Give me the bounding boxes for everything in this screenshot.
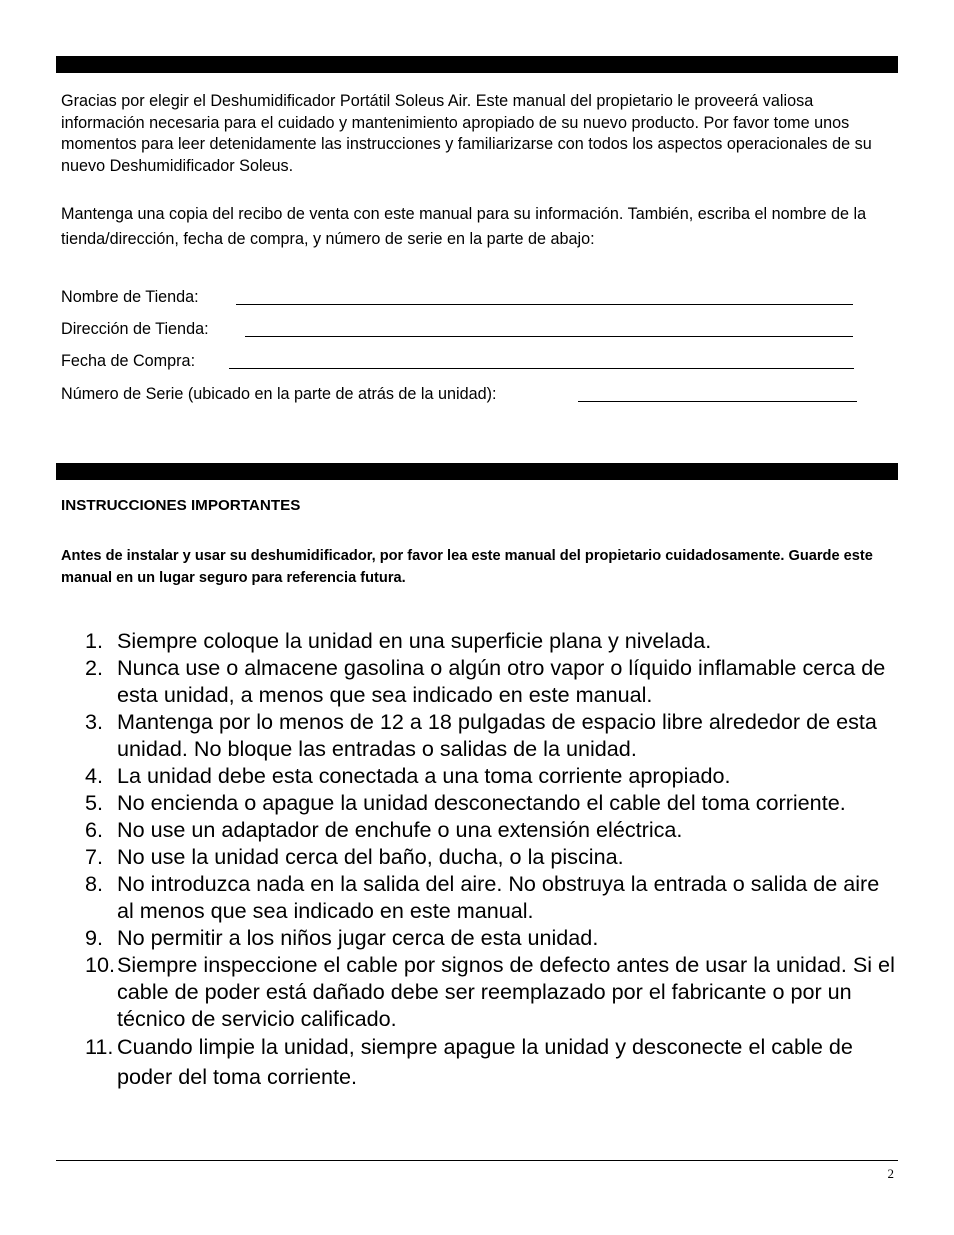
list-item [85, 816, 900, 843]
list-item-text: No permitir a los niños jugar cerca de esta unidad. [117, 925, 599, 950]
list-item [85, 789, 900, 816]
list-item-text: No use un adaptador de enchufe o una extensión eléctrica. [117, 817, 683, 842]
list-item-number: 7. [85, 844, 104, 869]
receipt-paragraph: Mantenga una copia del recibo de venta con este manual para su información. También, escriba el nombre de la tienda/dirección, fecha de compra, y número de serie en la parte de abajo: [61, 205, 867, 248]
list-item-text: Siempre coloque la unidad en una superficie plana y nivelada. [117, 628, 712, 653]
footer-divider [56, 1160, 898, 1161]
list-item [85, 843, 900, 870]
list-item-number: 9. [85, 925, 104, 950]
list-item-number: 8. [85, 871, 104, 896]
list-item [85, 762, 900, 789]
purchase-date-label: Fecha de Compra: [61, 352, 196, 370]
store-address-blank-line [245, 336, 853, 337]
list-item [85, 1032, 900, 1092]
list-item [85, 708, 900, 762]
list-item-text: Cuando limpie la unidad, siempre apague la unidad y desconecte el cable de poder del toma corriente. [117, 1034, 853, 1089]
store-name-blank-line [236, 304, 853, 305]
list-item [85, 951, 900, 1032]
list-item-number: 10. [85, 952, 116, 977]
important-notice: Antes de instalar y usar su deshumidificador, por favor lea este manual del propietario cuidadosamente. Guarde este manual en un lugar seguro para referencia futura. [61, 548, 873, 586]
section-header-bar [56, 463, 898, 480]
list-item-text: No use la unidad cerca del baño, ducha, o la piscina. [117, 844, 624, 869]
purchase-date-blank-line [229, 368, 854, 369]
list-item-text: La unidad debe esta conectada a una toma corriente apropiado. [117, 763, 731, 788]
list-item-number: 5. [85, 790, 104, 815]
instructions-list [85, 627, 900, 1092]
list-item-number: 3. [85, 709, 104, 734]
store-address-field [61, 319, 209, 339]
page-number: 2 [887, 1166, 894, 1181]
important-instructions-title: INSTRUCCIONES IMPORTANTES [61, 497, 301, 514]
section-header-bar [56, 56, 898, 73]
list-item-number: 11. [85, 1034, 114, 1059]
serial-number-field [61, 384, 497, 404]
list-item-text: No introduzca nada en la salida del aire. No obstruya la entrada o salida de aire al menos que sea indicado en este manual. [117, 871, 880, 923]
list-item [85, 654, 900, 708]
intro-paragraph: Gracias por elegir el Deshumidificador Portátil Soleus Air. Este manual del propietario le proveerá valiosa información necesaria para el cuidado y mantenimiento apropiado de su nuevo producto. Por favor tome unos momentos para leer detenidamente las instrucciones y familiarizarse con todos los aspectos operacionales de su nuevo Deshumidificador Soleus. [61, 92, 872, 175]
list-item [85, 924, 900, 951]
list-item-number: 6. [85, 817, 104, 842]
list-item-text: Siempre inspeccione el cable por signos de defecto antes de usar la unidad. Si el cable de poder está dañado debe ser reemplazado por el fabricante o por un técnico de servicio calificado. [117, 952, 895, 1031]
serial-number-blank-line [578, 401, 857, 402]
list-item-number: 2. [85, 655, 104, 680]
store-name-field [61, 287, 199, 307]
list-item-text: Nunca use o almacene gasolina o algún otro vapor o líquido inflamable cerca de esta unidad, a menos que sea indicado en este manual. [117, 655, 886, 707]
list-item-text: Mantenga por lo menos de 12 a 18 pulgadas de espacio libre alrededor de esta unidad. No bloque las entradas o salidas de la unidad. [117, 709, 877, 761]
list-item-text: No encienda o apague la unidad desconectando el cable del toma corriente. [117, 790, 846, 815]
purchase-date-field [61, 351, 195, 371]
store-name-label: Nombre de Tienda: [61, 288, 199, 306]
serial-number-label: Número de Serie (ubicado en la parte de atrás de la unidad): [61, 385, 497, 403]
list-item-number: 4. [85, 763, 104, 788]
list-item [85, 627, 900, 654]
list-item [85, 870, 900, 924]
store-address-label: Dirección de Tienda: [61, 320, 209, 338]
list-item-number: 1. [85, 628, 104, 653]
